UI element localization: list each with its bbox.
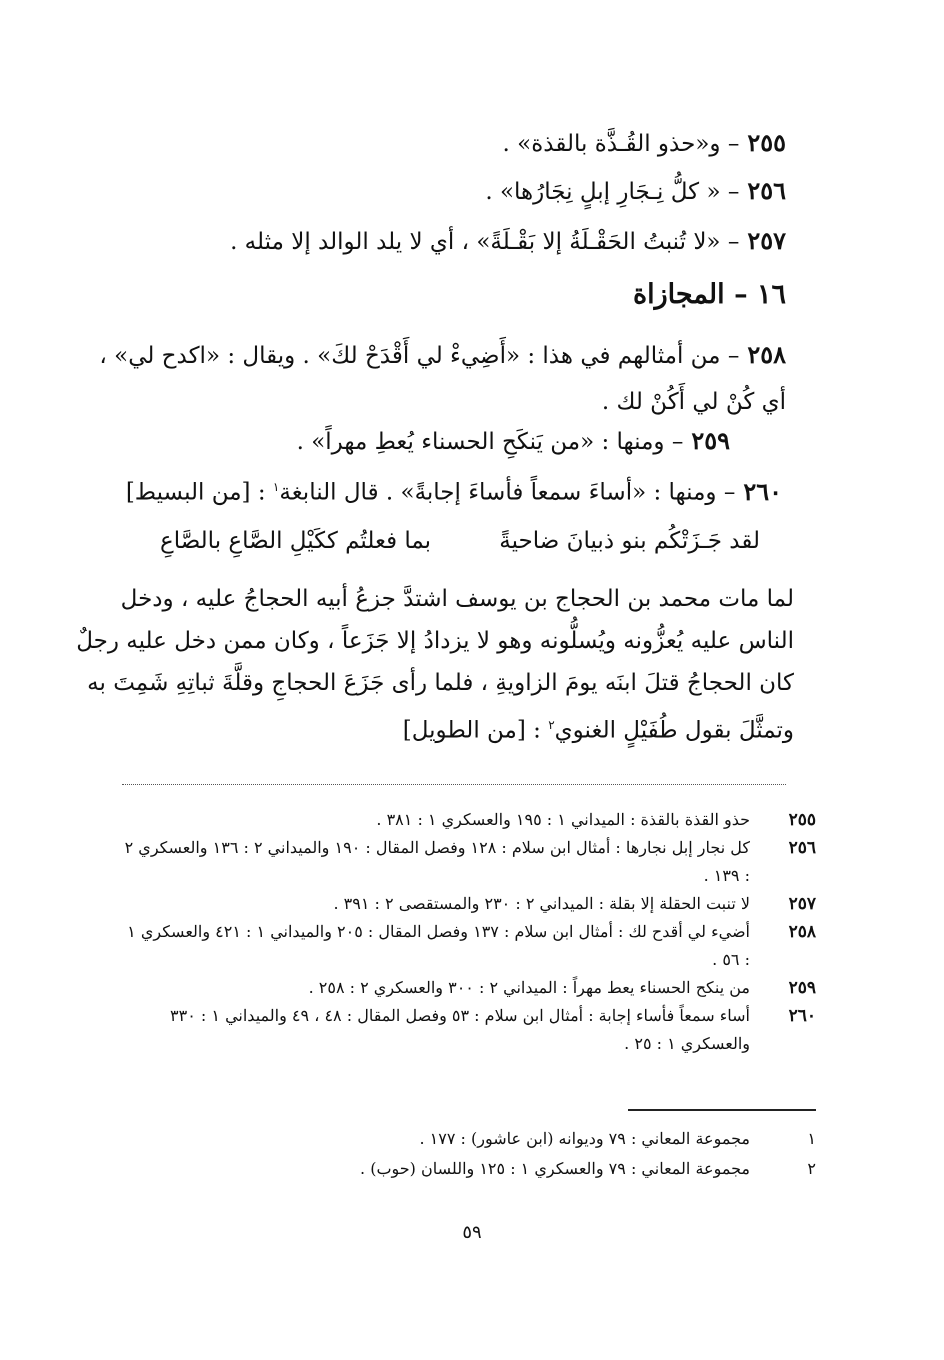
page-number: ٥٩ <box>462 1222 482 1243</box>
entry-number: ٢٥٦ <box>747 176 786 205</box>
footnote-number: ٢ <box>807 1159 816 1178</box>
note-text: كل نجار إبل نجارها : أمثال ابن سلام : ١٢٨ وفصل المقال : ١٩٠ والميداني ٢ : ١٣٦ والعسكري ٢ : ١٣٩ . <box>124 838 750 885</box>
notes-separator <box>122 784 786 785</box>
note-number: ٢٦٠ <box>788 1006 816 1026</box>
entry-258-line-2: أي كُنْ لي أَكُنْ لك . <box>601 389 786 415</box>
footnote-number: ١ <box>807 1129 816 1148</box>
source-note <box>122 890 816 918</box>
note-number: ٢٥٩ <box>788 978 816 998</box>
note-text: حذو القذة بالقذة : الميداني ١ : ١٩٥ والعسكري ١ : ٣٨١ . <box>376 810 750 829</box>
entry-number: ٢٥٩ <box>691 426 730 455</box>
note-text: أضيء لي أقدح لك : أمثال ابن سلام : ١٣٧ وفصل المقال : ٢٠٥ والميداني ١ : ٤٢١ والعسكري ١ : ٥٦ . <box>127 922 750 969</box>
source-note <box>122 834 816 890</box>
note-number: ٢٥٦ <box>788 838 816 858</box>
footnote <box>122 1154 816 1184</box>
note-number: ٢٥٨ <box>788 922 816 942</box>
meter-label: : [من الطويل] <box>402 717 541 744</box>
entry-256 <box>126 176 786 207</box>
prose-paragraph <box>76 578 794 752</box>
entry-number: ٢٥٧ <box>747 226 786 255</box>
prose-last-line-text: وتمثَّلَ بقول طُفَيْلٍ الغنوي <box>554 717 794 744</box>
source-notes <box>122 806 816 1058</box>
source-note <box>122 1002 816 1058</box>
note-number: ٢٥٥ <box>788 810 816 830</box>
source-note <box>122 974 816 1002</box>
entry-258 <box>99 332 786 425</box>
verse-second-hemistich: بما فعلتُم ككَيْلِ الصَّاعِ بالصَّاعِ <box>160 528 432 554</box>
section-number: ١٦ <box>756 279 786 310</box>
prose-line <box>122 704 794 752</box>
section-title: – المجازاة <box>632 279 748 310</box>
note-number: ٢٥٧ <box>788 894 816 914</box>
entry-text: – ومنها : «من يَنكَحِ الحسناء يُعطِ مهراً» . <box>296 429 684 455</box>
prose-line: لما مات محمد بن الحجاج بن يوسف اشتدَّ جزعُ أبيه الحجاجُ عليه ، ودخل <box>120 586 794 612</box>
footnote-text: مجموعة المعاني : ٧٩ والعسكري ١ : ١٢٥ واللسان (حوب) . <box>360 1159 750 1178</box>
entry-text: – و«حذو القُـذَّة بالقذة» . <box>502 131 740 157</box>
entry-259 <box>70 426 730 457</box>
note-text: من ينكح الحسناء يعط مهراً : الميداني ٢ : ٣٠٠ والعسكري ٢ : ٢٥٨ . <box>308 978 750 997</box>
footnote-ref: ٢ <box>548 718 555 732</box>
entry-text: – « كلُّ نِـجَارِ إبلٍ نِجَارُها» . <box>485 179 740 205</box>
footnotes <box>122 1124 816 1184</box>
entry-text: – «لا تُنبتُ الحَقْـلَةُ إلا بَقْـلَةً» ، أي لا يلد الوالد إلا مثله . <box>230 229 740 255</box>
entry-number: ٢٥٨ <box>747 340 786 369</box>
note-text: أساء سمعاً فأساء إجابة : أمثال ابن سلام : ٥٣ وفصل المقال : ٤٨ ، ٤٩ والميداني ١ : ٣٣٠ والعسكري ١ : ٢٥ . <box>170 1006 750 1053</box>
footnote-ref: ١ <box>272 480 280 494</box>
entry-257 <box>126 226 786 257</box>
footnote <box>122 1124 816 1154</box>
meter-label: : [من البسيط] <box>125 479 266 506</box>
entry-260 <box>122 472 782 508</box>
footnotes-separator <box>628 1109 816 1111</box>
note-text: لا تنبت الحقلة إلا بقلة : الميداني ٢ : ٢٣٠ والمستقصى ٢ : ٣٩١ . <box>333 894 750 913</box>
section-heading <box>633 279 786 310</box>
entry-255 <box>126 128 786 159</box>
source-note <box>122 918 816 974</box>
entry-text: – من أمثالهم في هذا : «أَضِيءْ لي أَقْدَحْ لكَ» . ويقال : «اكدح لي» ، <box>99 343 740 369</box>
verse-first-hemistich: لقد جَـزَتْكُم بنو ذبيانَ ضاحيةً <box>499 528 760 554</box>
footnote-text: مجموعة المعاني : ٧٩ وديوانه (ابن عاشور) : ١٧٧ . <box>419 1129 750 1148</box>
prose-line: كان الحجاجُ قتلَ ابنَه يومَ الزاويةِ ، فلما رأى جَزَعَ الحجاجِ وقلَّةَ ثباتِهِ شَمِتَ به <box>87 670 794 696</box>
source-note <box>122 806 816 834</box>
entry-number: ٢٥٥ <box>747 128 786 157</box>
entry-258-line-1 <box>99 332 786 379</box>
entry-text: – ومنها : «أساءَ سمعاً فأساءَ إجابةً» . قال النابغة <box>279 479 736 506</box>
entry-number: ٢٦٠ <box>743 476 782 506</box>
prose-line: الناس عليه يُعزُّونه ويُسلُّونه وهو لا يزدادُ إلا جَزَعاً ، وكان ممن دخل عليه رجلٌ <box>76 628 794 654</box>
